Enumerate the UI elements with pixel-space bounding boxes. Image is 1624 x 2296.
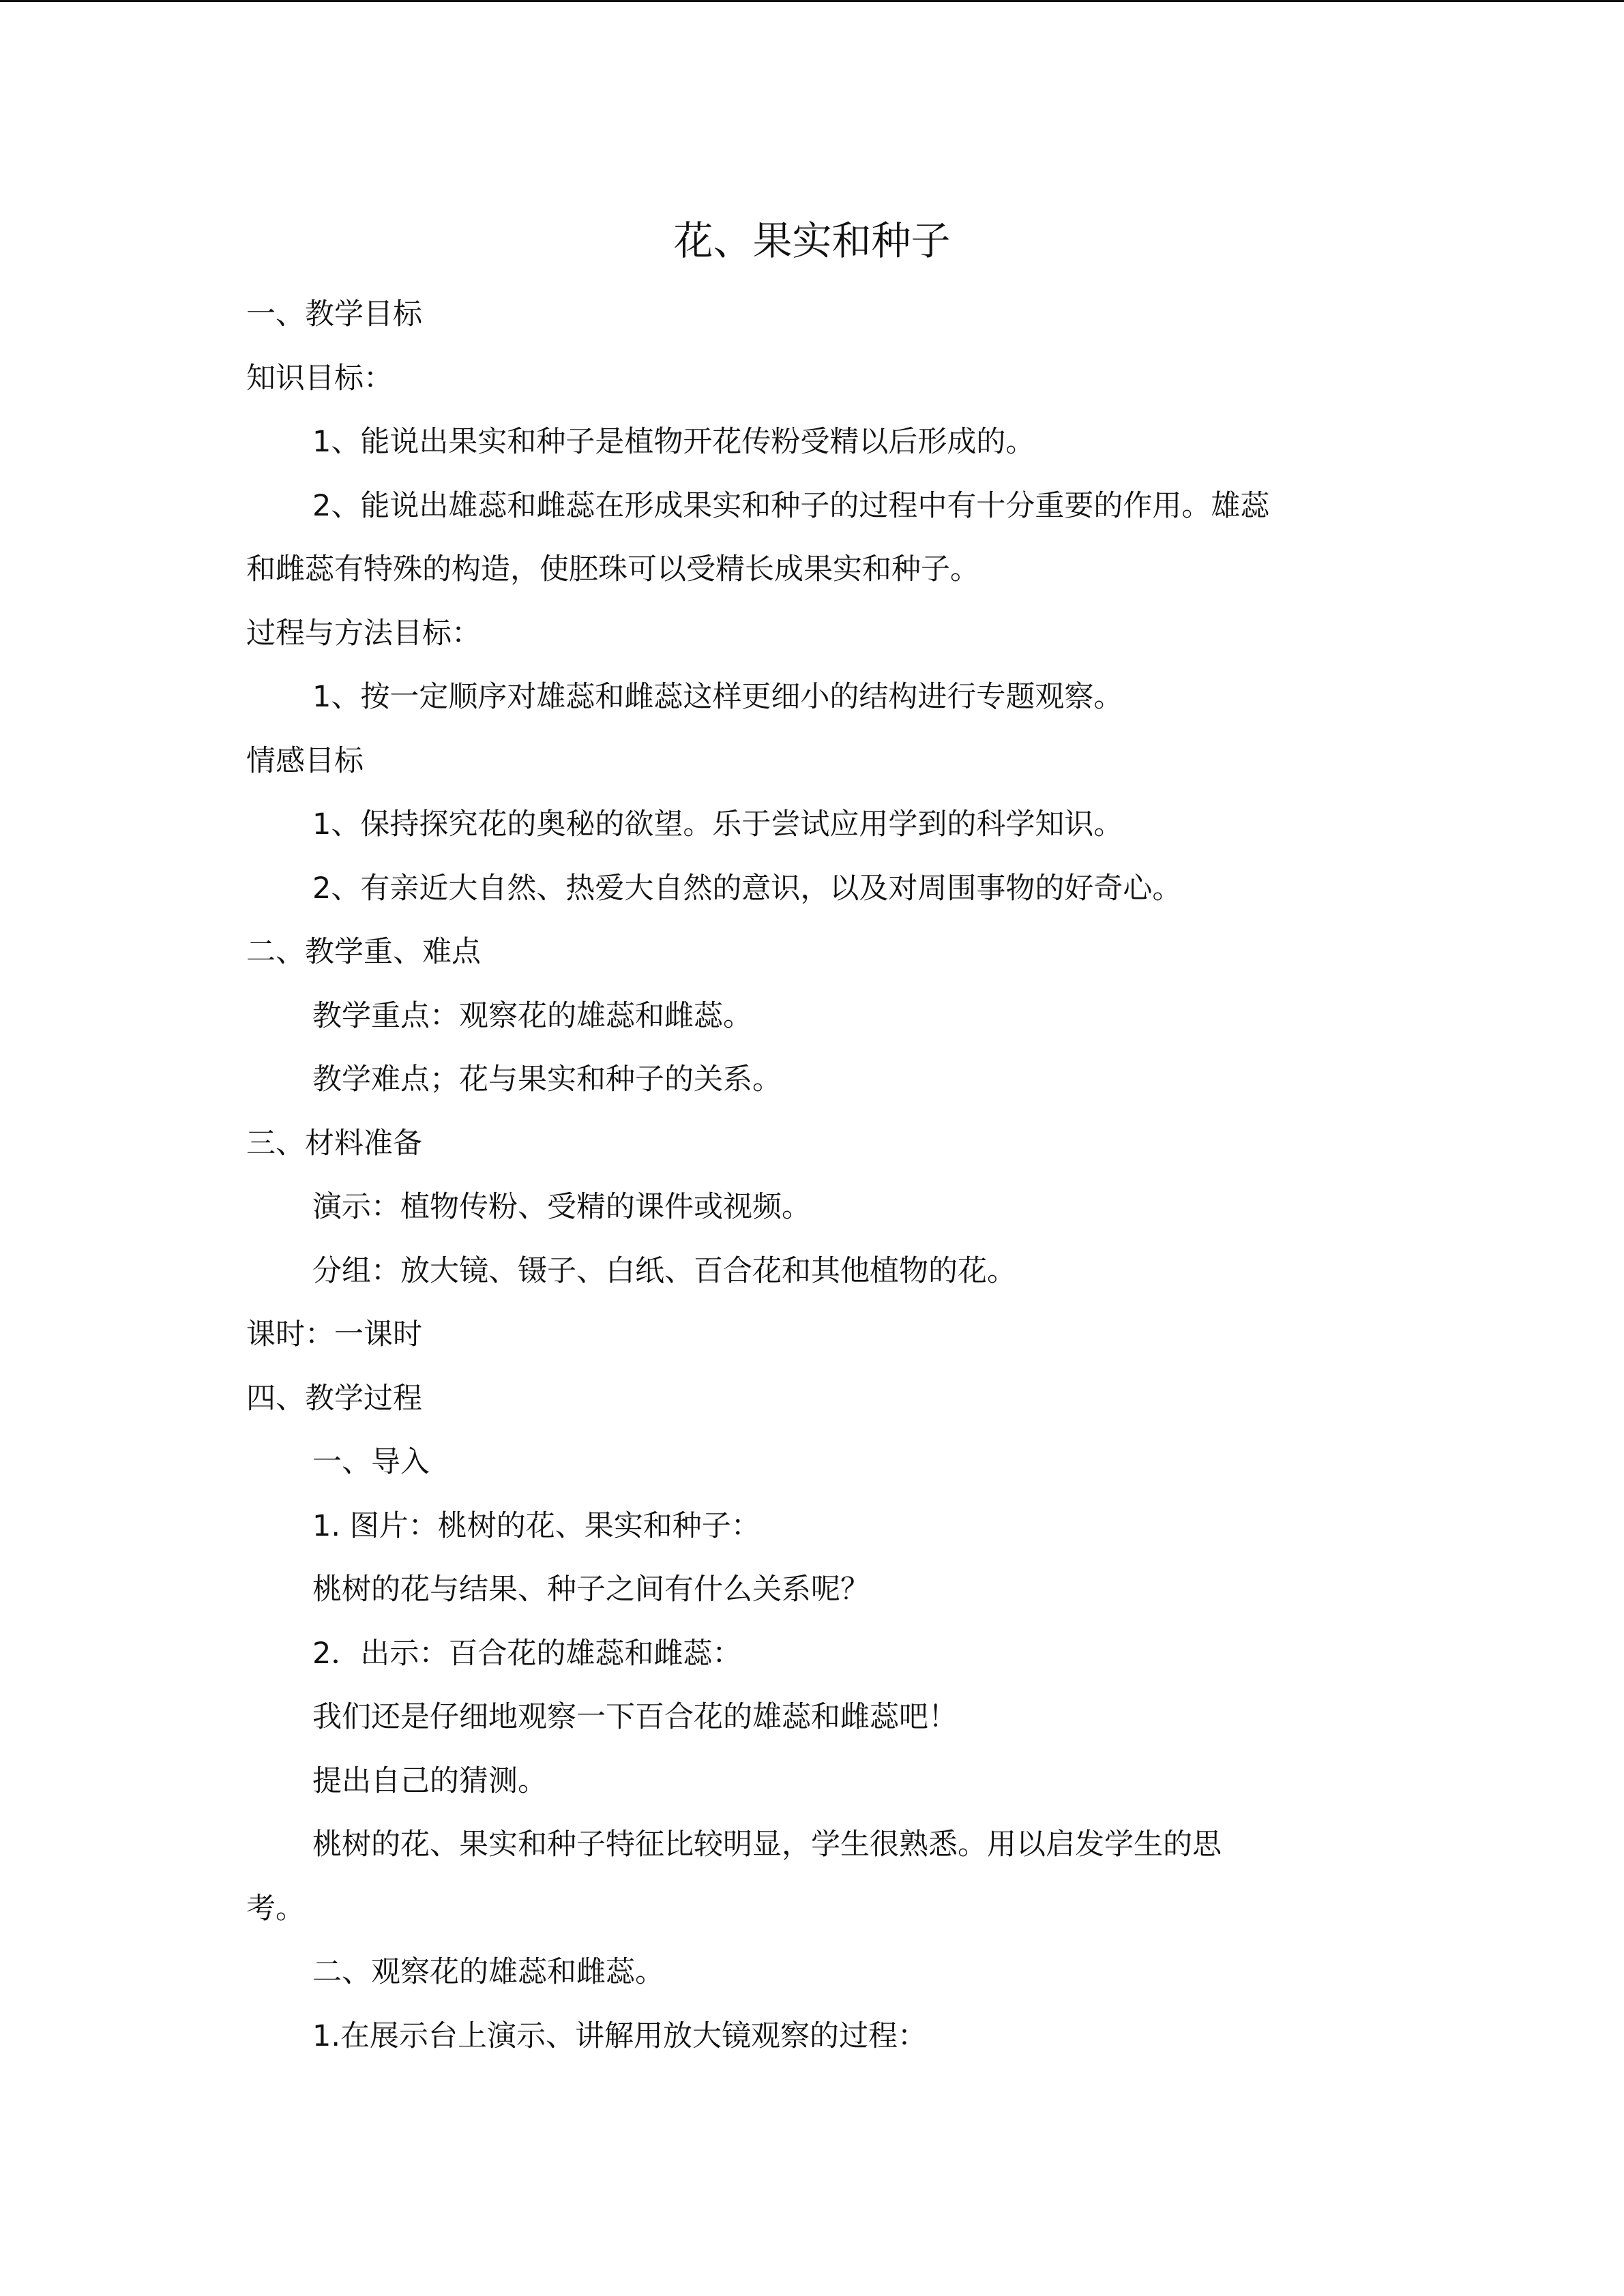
subheading-knowledge-goals: 知识目标： [246, 361, 393, 396]
introduction-item-2: 2．出示：百合花的雄蕊和雌蕊： [312, 1636, 742, 1671]
process-step-introduction: 一、导入 [312, 1445, 430, 1479]
section-heading-teaching-goals: 一、教学目标 [246, 297, 422, 331]
introduction-item-1: 1. 图片：桃树的花、果实和种子： [312, 1508, 761, 1543]
page-title: 花、果实和种子 [673, 218, 951, 264]
top-border-line [0, 0, 1624, 2]
knowledge-goal-item-2-continuation: 和雌蕊有特殊的构造，使胚珠可以受精长成果实和种子。 [246, 552, 979, 586]
process-goal-item-1: 1、按一定顺序对雄蕊和雌蕊这样更细小的结构进行专题观察。 [312, 680, 1123, 714]
emotion-goal-item-2: 2、有亲近大自然、热爱大自然的意识，以及对周围事物的好奇心。 [312, 871, 1182, 906]
materials-group-text: 分组：放大镜、镊子、白纸、百合花和其他植物的花。 [312, 1253, 1016, 1288]
process-step-observe: 二、观察花的雄蕊和雌蕊。 [312, 1955, 664, 1989]
subheading-emotion-goals: 情感目标 [246, 743, 364, 778]
document-body [246, 283, 1399, 2068]
materials-demo-text: 演示：植物传粉、受精的课件或视频。 [312, 1190, 811, 1224]
observation-prompt: 我们还是仔细地观察一下百合花的雄蕊和雌蕊吧！ [312, 1700, 958, 1734]
key-point-text: 教学重点：观察花的雄蕊和雌蕊。 [312, 998, 752, 1033]
section-heading-teaching-process: 四、教学过程 [246, 1381, 422, 1416]
observe-item-1: 1.在展示台上演示、讲解用放大镜观察的过程： [312, 2018, 928, 2053]
subheading-process-goals: 过程与方法目标： [246, 616, 481, 651]
knowledge-goal-item-1: 1、能说出果实和种子是植物开花传粉受精以后形成的。 [312, 425, 1035, 459]
class-time-text: 课时：一课时 [246, 1317, 422, 1352]
introduction-question: 桃树的花与结果、种子之间有什么关系呢？ [312, 1572, 870, 1607]
teaching-note: 桃树的花、果实和种子特征比较明显，学生很熟悉。用以启发学生的思 [312, 1828, 1222, 1862]
section-heading-key-points: 二、教学重、难点 [246, 935, 481, 969]
difficult-point-text: 教学难点；花与果实和种子的关系。 [312, 1062, 782, 1097]
knowledge-goal-item-2: 2、能说出雄蕊和雌蕊在形成果实和种子的过程中有十分重要的作用。雄蕊 [312, 488, 1270, 523]
section-heading-materials: 三、材料准备 [246, 1126, 422, 1161]
teaching-note-continuation: 考。 [246, 1891, 305, 1926]
guess-prompt: 提出自己的猜测。 [312, 1763, 547, 1798]
emotion-goal-item-1: 1、保持探究花的奥秘的欲望。乐于尝试应用学到的科学知识。 [312, 807, 1123, 841]
